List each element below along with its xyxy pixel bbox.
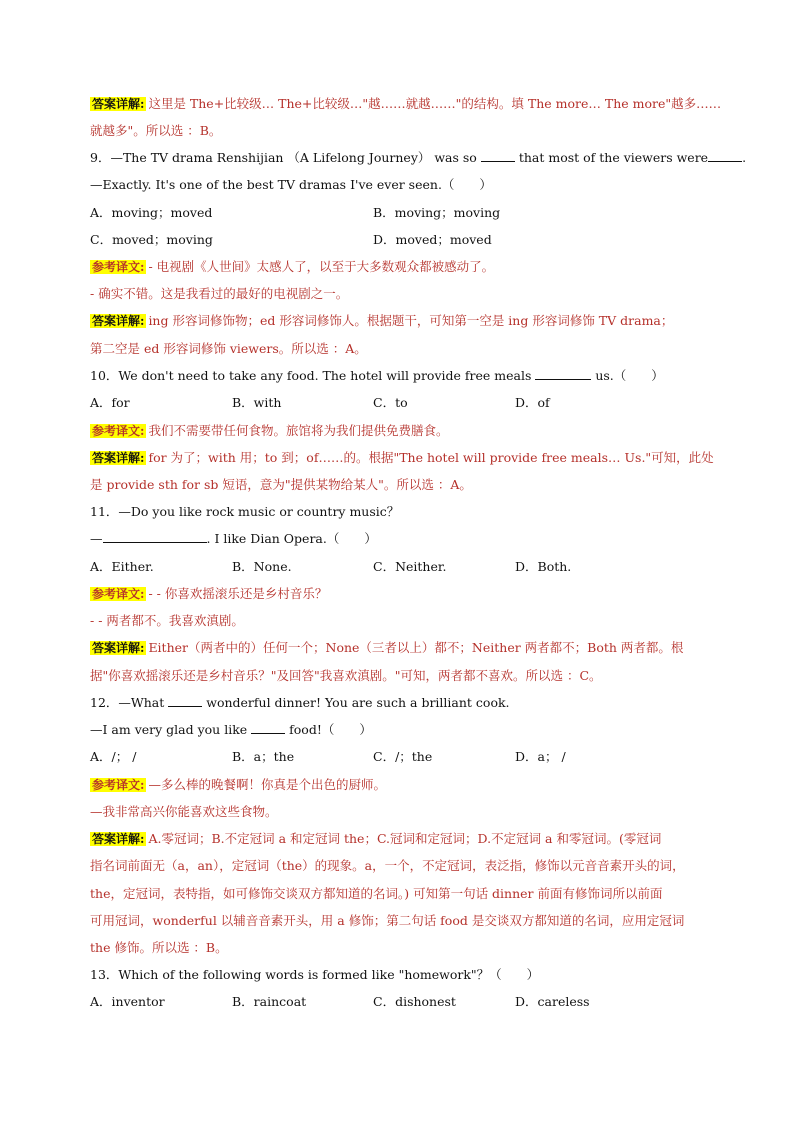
q11-option-c: C．Neither.: [373, 559, 447, 574]
q9-translation-line-2: - 确实不错。这是我看过的最好的电视剧之一。: [90, 286, 349, 301]
reference-translation-tag: 参考译文:: [92, 587, 145, 601]
answer-detail-tag: 答案详解:: [92, 97, 145, 111]
q12-explain-line-3: the，定冠词，表特指，如可修饰交谈双方都知道的名词。) 可知第一句话 dinner 前面有修饰词所以前面: [90, 886, 663, 901]
q12-translation-line-2: —我非常高兴你能喜欢这些食物。: [90, 804, 278, 819]
q12-option-d: D．a； /: [515, 749, 566, 764]
answer-blank: [708, 149, 742, 162]
q13-option-a: A．inventor: [90, 994, 165, 1009]
q10-option-a: A．for: [90, 395, 130, 410]
q12-reply: —I am very glad you like food!（ ）: [90, 722, 372, 737]
q8-explain-line-1: 答案详解: 这里是 The+比较级… The+比较级…"越……就越……"的结构。填 The more… The more"越多……: [92, 96, 722, 111]
q12-translation-line-1: 参考译文: —多么棒的晚餐啊！你真是个出色的厨师。: [92, 777, 386, 792]
answer-blank: [168, 694, 202, 707]
answer-blank: [251, 721, 285, 734]
q12-explain-line-4: 可用冠词，wonderful 以辅音音素开头，用 a 修饰；第二句话 food 是交谈双方都知道的名词，应用定冠词: [90, 913, 685, 928]
answer-blank: [481, 149, 515, 162]
q9-reply: —Exactly. It's one of the best TV dramas I've ever seen.（ ）: [90, 177, 492, 192]
q10-translation-line-1: 参考译文: 我们不需要带任何食物。旅馆将为我们提供免费膳食。: [92, 423, 449, 438]
q11-translation-line-1: 参考译文: - - 你喜欢摇滚乐还是乡村音乐？: [92, 586, 328, 601]
q12-explain-line-5: the 修饰。所以选 ：B。: [90, 940, 228, 955]
q10-option-c: C．to: [373, 395, 408, 410]
q13-option-c: C．dishonest: [373, 994, 456, 1009]
q12-explain-line-2: 指名词前面无（a，an），定冠词（the）的现象。a，一个，不定冠词，表泛指，修饰以元音音素开头的词，: [90, 858, 685, 873]
q9-explain-line-1: 答案详解: ing 形容词修饰物；ed 形容词修饰人。根据题干，可知第一空是 ing 形容词修饰 TV drama；: [92, 313, 674, 328]
q11-translation-line-2: - - 两者都不。我喜欢滇剧。: [90, 613, 244, 628]
q11-reply: — . I like Dian Opera.（ ）: [90, 531, 377, 546]
q9-translation-line-1: 参考译文: - 电视剧《人世间》太感人了，以至于大多数观众都被感动了。: [92, 259, 495, 274]
q13-option-d: D．careless: [515, 994, 590, 1009]
q12-stem: 12．—What wonderful dinner! You are such a brilliant cook.: [90, 695, 510, 710]
answer-blank: [535, 367, 591, 380]
q10-stem: 10．We don't need to take any food. The hotel will provide free meals us.（ ）: [90, 368, 664, 383]
answer-detail-tag: 答案详解:: [92, 832, 145, 846]
q13-stem: 13．Which of the following words is formed like "homework"？（ ）: [90, 967, 540, 982]
q11-option-b: B．None.: [232, 559, 292, 574]
q9-option-b: B．moving；moving: [373, 205, 501, 220]
q9-option-c: C．moved；moving: [90, 232, 213, 247]
q11-explain-line-2: 据"你喜欢摇滚乐还是乡村音乐？"及回答"我喜欢滇剧。"可知，两者都不喜欢。所以选 ：C。: [90, 668, 602, 683]
q9-stem: 9．—The TV drama Renshijian （A Lifelong Journey） was so that most of the viewers were .: [90, 150, 747, 165]
q12-option-c: C．/；the: [373, 749, 433, 764]
q9-option-d: D．moved；moved: [373, 232, 492, 247]
q12-option-b: B．a；the: [232, 749, 295, 764]
q12-option-a: A．/； /: [90, 749, 137, 764]
q8-explain-line-2: 就越多"。所以选 ：B。: [90, 123, 222, 138]
q11-explain-line-1: 答案详解: Either（两者中的）任何一个；None（三者以上）都不；Neither 两者都不；Both 两者都。根: [92, 640, 684, 655]
q12-explain-line-1: 答案详解: A.零冠词；B.不定冠词 a 和定冠词 the；C.冠词和定冠词；D.不定冠词 a 和零冠词。(零冠词: [92, 831, 662, 846]
q10-option-b: B．with: [232, 395, 282, 410]
answer-detail-tag: 答案详解:: [92, 451, 145, 465]
reference-translation-tag: 参考译文:: [92, 778, 145, 792]
reference-translation-tag: 参考译文:: [92, 424, 145, 438]
q11-option-d: D．Both.: [515, 559, 572, 574]
q10-explain-line-2: 是 provide sth for sb 短语，意为"提供某物给某人"。所以选 ：A。: [90, 477, 472, 492]
q10-option-d: D．of: [515, 395, 550, 410]
answer-detail-tag: 答案详解:: [92, 641, 145, 655]
q13-option-b: B．raincoat: [232, 994, 307, 1009]
q11-stem: 11．—Do you like rock music or country music？: [90, 504, 400, 519]
q9-option-a: A．moving；moved: [90, 205, 213, 220]
q10-explain-line-1: 答案详解: for 为了；with 用；to 到；of……的。根据"The hotel will provide free meals… Us."可知，此处: [92, 450, 714, 465]
reference-translation-tag: 参考译文:: [92, 260, 145, 274]
q11-option-a: A．Either.: [90, 559, 154, 574]
answer-detail-tag: 答案详解:: [92, 314, 145, 328]
answer-blank: [103, 530, 207, 543]
q9-explain-line-2: 第二空是 ed 形容词修饰 viewers。所以选 ：A。: [90, 341, 367, 356]
